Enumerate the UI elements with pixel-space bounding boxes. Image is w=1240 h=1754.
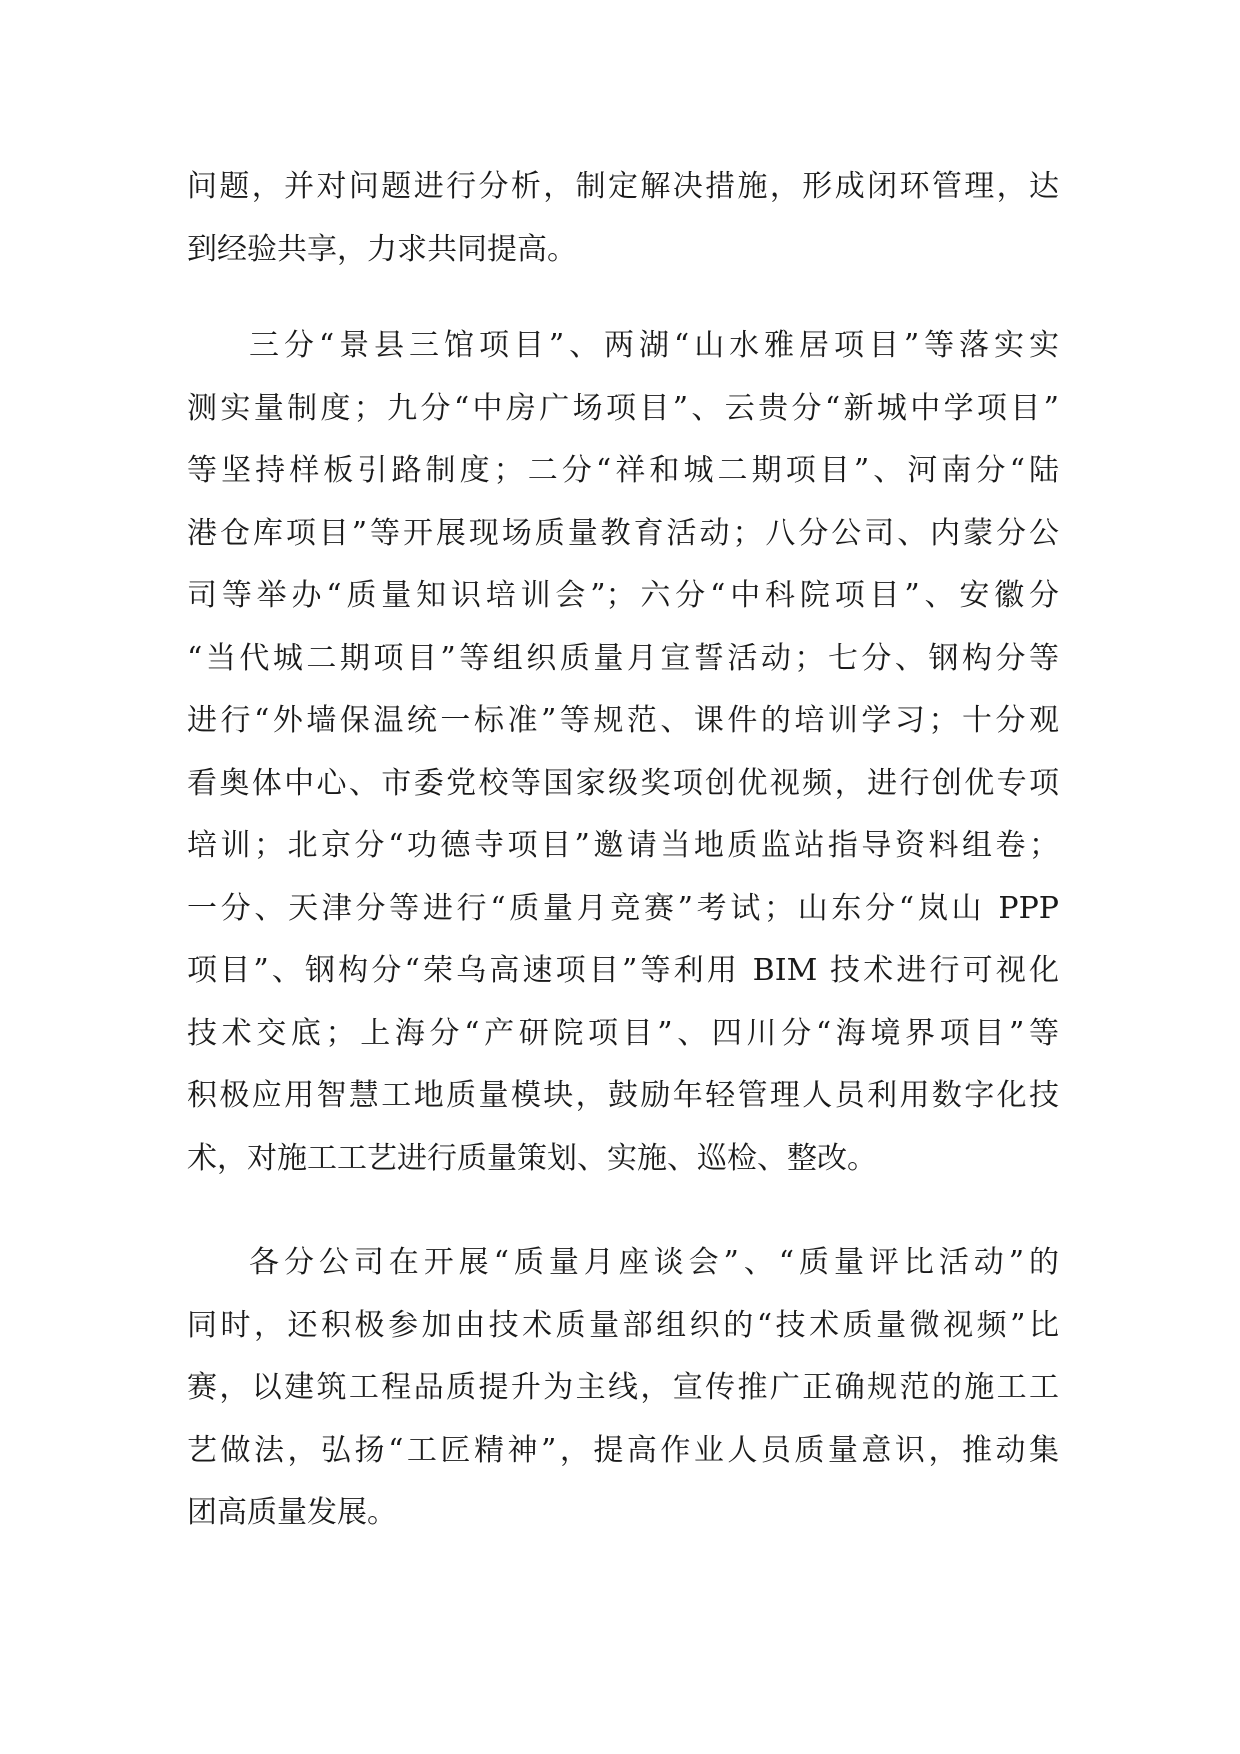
text-line: 司等举办“质量知识培训会”；六分“中科院项目”、安徽分 [187, 578, 1059, 613]
text-line: 积极应用智慧工地质量模块，鼓励年轻管理人员利用数字化技 [187, 1078, 1059, 1113]
paragraph-continuation [187, 156, 1059, 281]
text-line: 问题，并对问题进行分析，制定解决措施，形成闭环管理，达 [187, 169, 1059, 204]
text-line: 艺做法，弘扬“工匠精神”，提高作业人员质量意识，推动集 [187, 1432, 1059, 1468]
paragraph-activities [187, 315, 1059, 1190]
text-line: 测实量制度；九分“中房广场项目”、云贵分“新城中学项目” [187, 390, 1059, 426]
text-line: 技术交底；上海分“产研院项目”、四川分“海境界项目”等 [187, 1015, 1059, 1051]
text-line: 一分、天津分等进行“质量月竞赛”考试；山东分“岚山 PPP [187, 890, 1059, 926]
text-line: 赛，以建筑工程品质提升为主线，宣传推广正确规范的施工工 [187, 1370, 1059, 1405]
text-line: 进行“外墙保温统一标准”等规范、课件的培训学习；十分观 [187, 703, 1059, 738]
text-line: 三分“景县三馆项目”、两湖“山水雅居项目”等落实实 [249, 328, 1059, 363]
text-line: 术，对施工工艺进行质量策划、实施、巡检、整改。 [187, 1140, 877, 1176]
text-line: 团高质量发展。 [187, 1495, 397, 1530]
text-line: 各分公司在开展“质量月座谈会”、“质量评比活动”的 [249, 1245, 1059, 1280]
paragraph-video-contest [187, 1232, 1059, 1545]
text-line: 同时，还积极参加由技术质量部组织的“技术质量微视频”比 [187, 1307, 1059, 1343]
text-line: 港仓库项目”等开展现场质量教育活动；八分公司、内蒙分公 [187, 515, 1059, 551]
text-line: 培训；北京分“功德寺项目”邀请当地质监站指导资料组卷； [187, 828, 1059, 863]
text-line: 等坚持样板引路制度；二分“祥和城二期项目”、河南分“陆 [187, 453, 1059, 488]
text-line: 到经验共享，力求共同提高。 [187, 231, 577, 267]
text-line: “当代城二期项目”等组织质量月宣誓活动；七分、钢构分等 [187, 640, 1059, 676]
text-line: 项目”、钢构分“荣乌高速项目”等利用 BIM 技术进行可视化 [187, 953, 1059, 988]
text-line: 看奥体中心、市委党校等国家级奖项创优视频，进行创优专项 [187, 765, 1059, 801]
